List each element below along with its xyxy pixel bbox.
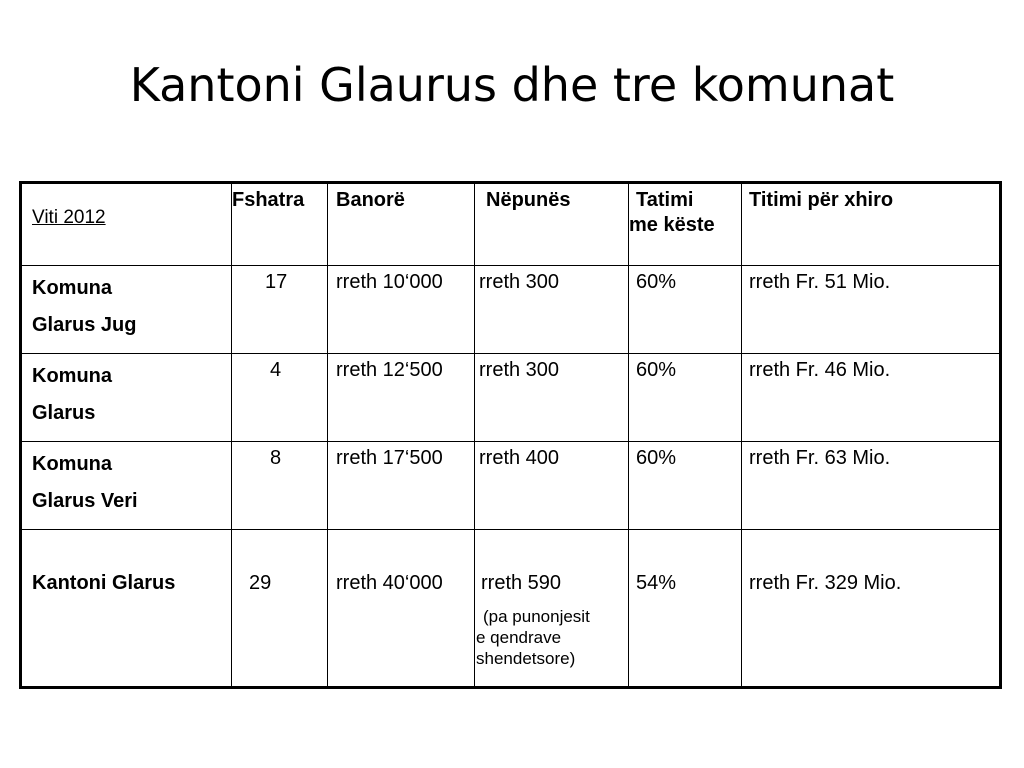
cell-fshatra: 17 xyxy=(265,271,288,293)
header-cell-year xyxy=(21,183,232,266)
total-banore: rreth 40‘000 xyxy=(336,572,443,594)
row-name-line2: Glarus Jug xyxy=(32,314,137,336)
total-fshatra: 29 xyxy=(249,572,272,594)
header-tatimi-line1: Tatimi xyxy=(636,189,694,211)
total-titimi: rreth Fr. 329 Mio. xyxy=(749,572,902,594)
table-header-row xyxy=(21,183,1001,266)
row-name-line1: Komuna xyxy=(32,453,112,475)
cell-titimi: rreth Fr. 46 Mio. xyxy=(749,359,891,381)
cell-banore: rreth 12‘500 xyxy=(336,359,443,381)
row-name-line2: Glarus Veri xyxy=(32,490,138,512)
header-tatimi xyxy=(629,188,715,238)
header-fshatra: Fshatra xyxy=(232,189,305,211)
header-titimi: Titimi për xhiro xyxy=(749,189,894,211)
header-cell-banore xyxy=(328,183,475,266)
row-name-line1: Komuna xyxy=(32,365,112,387)
cell-fshatra: 4 xyxy=(270,359,282,381)
row-name xyxy=(32,270,136,344)
row-name xyxy=(32,358,112,432)
slide-title: Kantoni Glaurus dhe tre komunat xyxy=(129,58,895,112)
total-nepunes: rreth 590 xyxy=(481,572,562,594)
cell-nepunes: rreth 300 xyxy=(479,359,560,381)
cell-tatimi: 60% xyxy=(636,359,677,381)
total-tatimi: 54% xyxy=(636,572,677,594)
note-line1: (pa punonjesit xyxy=(483,607,590,626)
header-cell-fshatra xyxy=(232,183,328,266)
row-name-line2: Glarus xyxy=(32,402,96,424)
row-name xyxy=(32,446,138,520)
year-label: Viti 2012 xyxy=(32,207,106,228)
cell-nepunes: rreth 400 xyxy=(479,447,560,469)
header-nepunes: Nëpunës xyxy=(486,189,571,211)
cell-nepunes: rreth 300 xyxy=(479,271,560,293)
cell-titimi: rreth Fr. 63 Mio. xyxy=(749,447,891,469)
cell-banore: rreth 17‘500 xyxy=(336,447,443,469)
note-line3: shendetsore) xyxy=(476,649,576,668)
table-row xyxy=(21,442,1001,530)
table-total-row xyxy=(21,530,1001,688)
note-line2: e qendrave xyxy=(476,628,562,647)
row-name-line1: Komuna xyxy=(32,277,112,299)
cell-banore: rreth 10‘000 xyxy=(336,271,443,293)
table-row xyxy=(21,354,1001,442)
table-row xyxy=(21,266,1001,354)
cell-titimi: rreth Fr. 51 Mio. xyxy=(749,271,891,293)
cell-tatimi: 60% xyxy=(636,447,677,469)
cell-tatimi: 60% xyxy=(636,271,677,293)
cell-fshatra: 8 xyxy=(270,447,282,469)
header-cell-tatimi xyxy=(629,183,742,266)
statistics-table xyxy=(19,181,1002,689)
header-cell-titimi xyxy=(742,183,1001,266)
total-name: Kantoni Glarus xyxy=(32,572,176,594)
header-tatimi-line2: me këste xyxy=(629,214,715,236)
header-cell-nepunes xyxy=(475,183,629,266)
total-nepunes-note xyxy=(475,606,590,669)
header-banore: Banorë xyxy=(336,189,405,211)
